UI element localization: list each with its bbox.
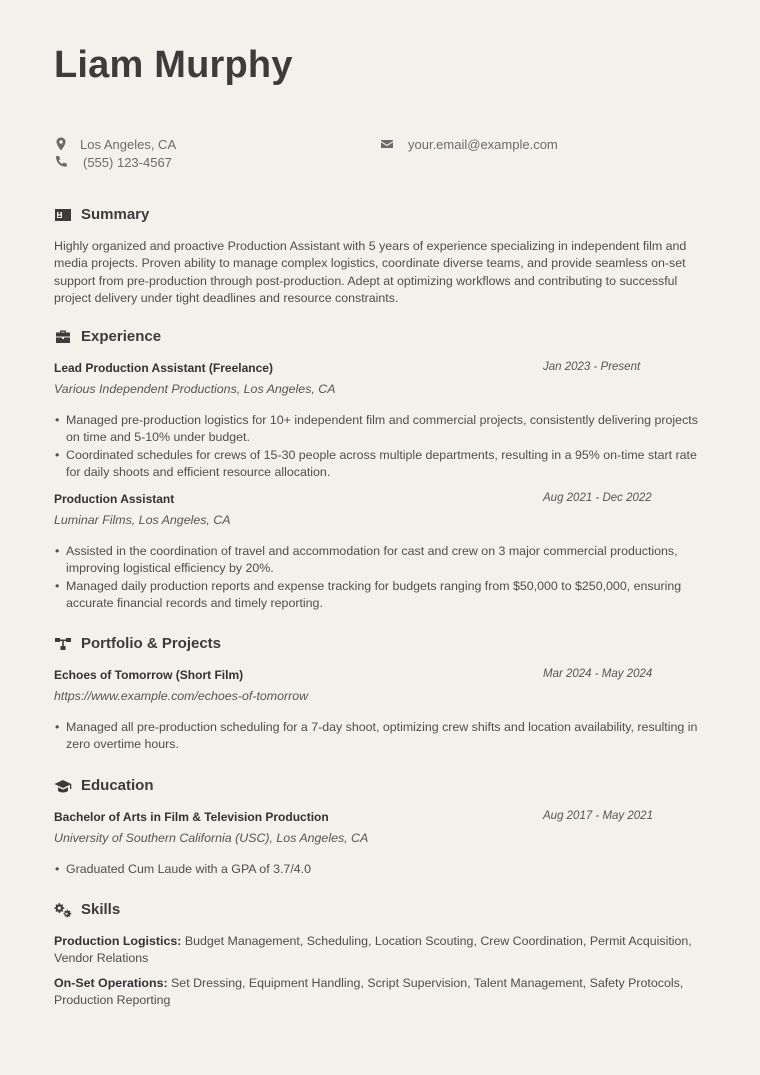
education-bullets <box>54 861 708 878</box>
phone-icon <box>54 155 68 169</box>
job-company: Various Independent Productions, Los Angeles, CA <box>54 382 336 396</box>
skill-category: Production Logistics: <box>54 934 182 948</box>
contact-phone <box>54 153 714 171</box>
sitemap-icon <box>54 636 72 652</box>
job-company: Luminar Films, Los Angeles, CA <box>54 513 231 527</box>
summary-text: Highly organized and proactive Production Assistant with 5 years of experience specializing in independent film and media projects. Proven ability to manage complex logistics, coordinate diverse teams, and provide seamless on-set support from pre-production through post-production. Adept at optimizing workflows and contributing to successful project delivery under tight deadlines and resource constraints. <box>54 239 687 305</box>
skill-row <box>54 975 708 1010</box>
education-title: Education <box>81 777 154 794</box>
project-date: Mar 2024 - May 2024 <box>543 668 653 680</box>
id-card-icon <box>54 207 72 223</box>
bullet-item: • Assisted in the coordination of travel and accommodation for cast and crew on 3 major commercial productions, improving logistical efficiency by 20%. <box>54 543 708 578</box>
portfolio-title: Portfolio & Projects <box>81 635 222 652</box>
job-bullets <box>54 543 708 612</box>
skill-values: Set Dressing, Equipment Handling, Script Supervision, Talent Management, Safety Protocols, Production Reporting <box>54 976 684 1008</box>
gears-icon <box>54 902 72 918</box>
portfolio-section-header <box>54 635 221 652</box>
graduation-cap-icon <box>54 778 72 794</box>
email-link[interactable]: your.email@example.com <box>408 136 558 152</box>
job-title: Lead Production Assistant (Freelance) <box>54 361 273 375</box>
bullet-item: • Graduated Cum Laude with a GPA of 3.7/4.0 <box>54 861 708 878</box>
job-title: Production Assistant <box>54 492 175 506</box>
job-date: Jan 2023 - Present <box>543 361 641 373</box>
phone-text: (555) 123-4567 <box>83 154 172 170</box>
candidate-name: Liam Murphy <box>54 44 293 86</box>
contact-email <box>380 135 558 153</box>
skill-row <box>54 933 708 968</box>
project-link[interactable]: https://www.example.com/echoes-of-tomorrow <box>54 689 309 703</box>
location-text: Los Angeles, CA <box>80 136 177 152</box>
project-bullets <box>54 719 708 754</box>
bullet-item: • Managed daily production reports and expense tracking for budgets ranging from $50,000 to $250,000, ensuring accurate financial records and timely reporting. <box>54 578 708 613</box>
contact-info <box>54 135 714 171</box>
skill-category: On-Set Operations: <box>54 976 168 990</box>
summary-section-header <box>54 206 149 223</box>
skill-values: Budget Management, Scheduling, Location Scouting, Crew Coordination, Permit Acquisition, Vendor Relations <box>54 934 692 966</box>
experience-section-header <box>54 328 161 345</box>
school-name: University of Southern California (USC), Los Angeles, CA <box>54 831 369 845</box>
envelope-icon <box>380 137 394 151</box>
job-date: Aug 2021 - Dec 2022 <box>543 492 652 504</box>
education-section-header <box>54 777 154 794</box>
job-bullets <box>54 412 708 481</box>
bullet-item: • Managed all pre-production scheduling for a 7-day shoot, optimizing crew shifts and location availability, resulting in zero overtime hours. <box>54 719 708 754</box>
project-title: Echoes of Tomorrow (Short Film) <box>54 668 244 682</box>
skills-title: Skills <box>81 901 121 918</box>
map-marker-icon <box>54 137 68 151</box>
experience-title: Experience <box>81 328 162 345</box>
degree-date: Aug 2017 - May 2021 <box>543 810 653 822</box>
bullet-item: • Managed pre-production logistics for 10+ independent film and commercial projects, consistently delivering projects on time and 5-10% under budget. <box>54 412 708 447</box>
bullet-item: • Coordinated schedules for crews of 15-30 people across multiple departments, resulting in a 95% on-time start rate for daily shoots and efficient resource allocation. <box>54 447 708 482</box>
degree-title: Bachelor of Arts in Film & Television Production <box>54 810 329 824</box>
briefcase-icon <box>54 329 72 345</box>
summary-title: Summary <box>81 206 150 223</box>
skills-section-header <box>54 901 120 918</box>
